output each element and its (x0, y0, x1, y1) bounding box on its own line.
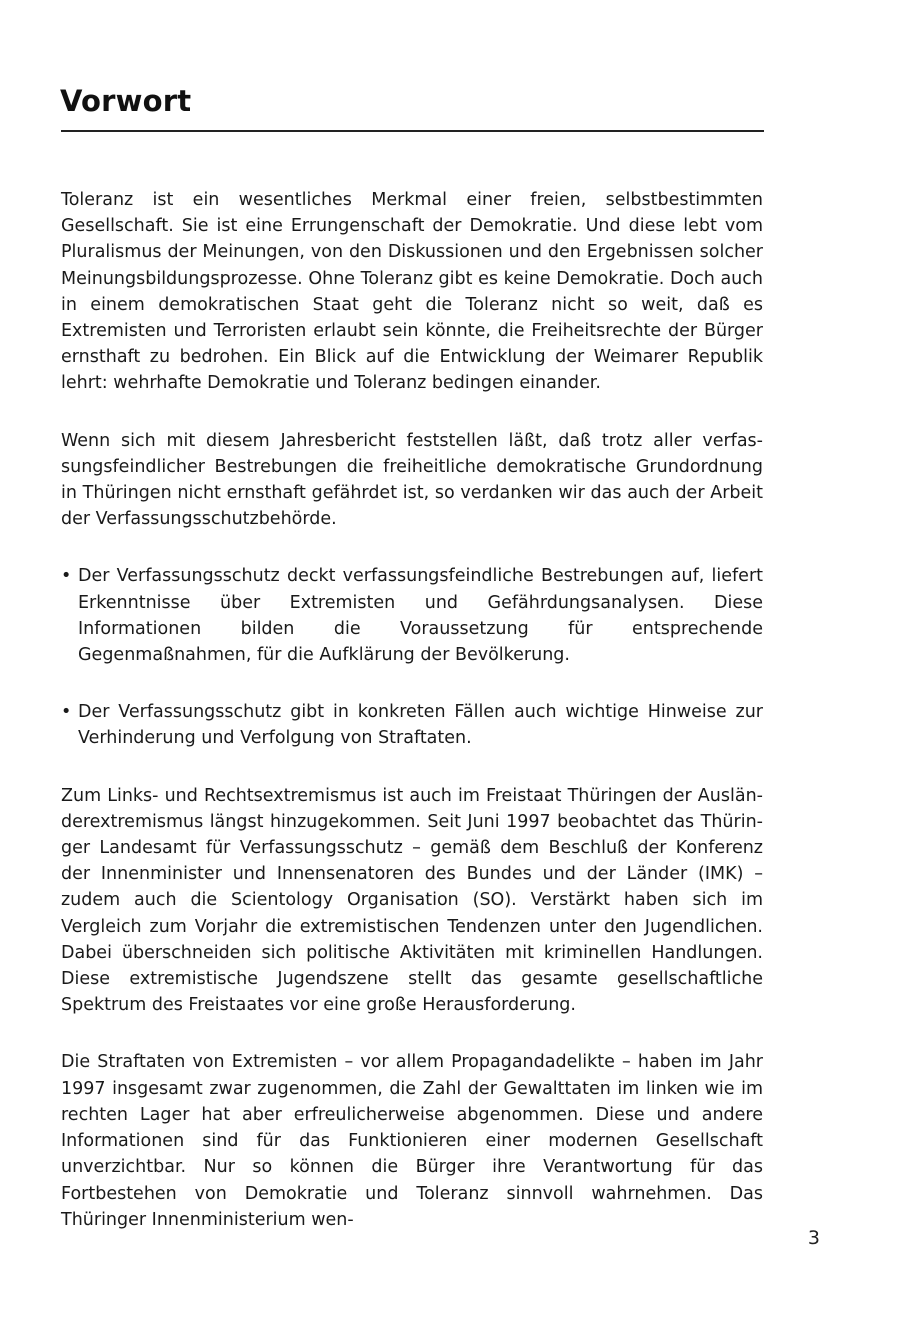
page-number: 3 (807, 1227, 820, 1249)
bullet-icon: • (61, 566, 72, 587)
title-divider (61, 130, 764, 132)
bullet-item (61, 699, 763, 751)
bullet-item (61, 563, 763, 668)
body-text (61, 187, 763, 1264)
paragraph: Toleranz ist ein wesentliches Merkmal einer freien, selbstbestimmten Gesellschaft. Sie ist eine Errungenschaft der Demokratie. Und diese lebt vom Pluralismus der Meinungen, von den Diskussionen und den Ergebnissen solcher Meinungsbildungsprozesse. Ohne Toleranz gibt es keine Demokratie. Doch auch in einem demokratischen Staat geht die Toleranz nicht so weit, daß es Extremisten und Terroristen erlaubt sein könnte, die Freiheitsrechte der Bürger ernsthaft zu bedrohen. Ein Blick auf die Entwicklung der Weimarer Republik lehrt: wehrhafte Demokratie und Toleranz bedingen einander. (61, 190, 763, 394)
paragraph: Zum Links- und Rechtsextremismus ist auch im Freistaat Thüringen der Ausländerextremismus längst hinzugekommen. Seit Juni 1997 beobachtet das Thüringer Landesamt für Verfassungsschutz – gemäß dem Beschluß der Konferenz der Innenminister und Innensenatoren des Bundes und der Länder (IMK) – zudem auch die Scientology Organisation (SO). Verstärkt haben sich im Vergleich zum Vorjahr die extremistischen Tendenzen unter den Jugendlichen. Dabei überschneiden sich politische Aktivitäten mit kriminellen Handlungen. Diese extremistische Jugendszene stellt das gesamte gesellschaftliche Spektrum des Freistaates vor eine große Herausforderung. (61, 785, 763, 1016)
page-title: Vorwort (60, 84, 192, 118)
paragraph: Wenn sich mit diesem Jahresbericht feststellen läßt, daß trotz aller verfassungsfeindlicher Bestrebungen die freiheitliche demokratische Grundordnung in Thüringen nicht ernsthaft gefährdet ist, so verdanken wir das auch der Arbeit der Verfassungsschutzbehörde. (61, 430, 763, 530)
bullet-icon: • (61, 702, 72, 723)
bullet-text: Der Verfassungsschutz gibt in konkreten Fällen auch wichtige Hinweise zur Verhinderung und Verfolgung von Straftaten. (78, 702, 763, 749)
paragraph: Die Straftaten von Extremisten – vor allem Propagandadelikte – haben im Jahr 1997 insgesamt zwar zugenommen, die Zahl der Gewalttaten im linken wie im rechten Lager hat aber erfreulicherweise abgenommen. Diese und andere Informationen sind für das Funktionieren einer modernen Gesellschaft unverzichtbar. Nur so können die Bürger ihre Verantwortung für das Fortbestehen von Demokratie und Toleranz sinnvoll wahrnehmen. Das Thüringer Innenministerium wen- (61, 1052, 763, 1230)
bullet-text: Der Verfassungsschutz deckt verfassungsfeindliche Bestrebungen auf, liefert Erkenntnisse über Extremisten und Gefährdungsanalysen. Diese Informationen bilden die Voraussetzung für entsprechende Gegenmaßnahmen, für die Aufklärung der Bevölkerung. (78, 566, 763, 666)
